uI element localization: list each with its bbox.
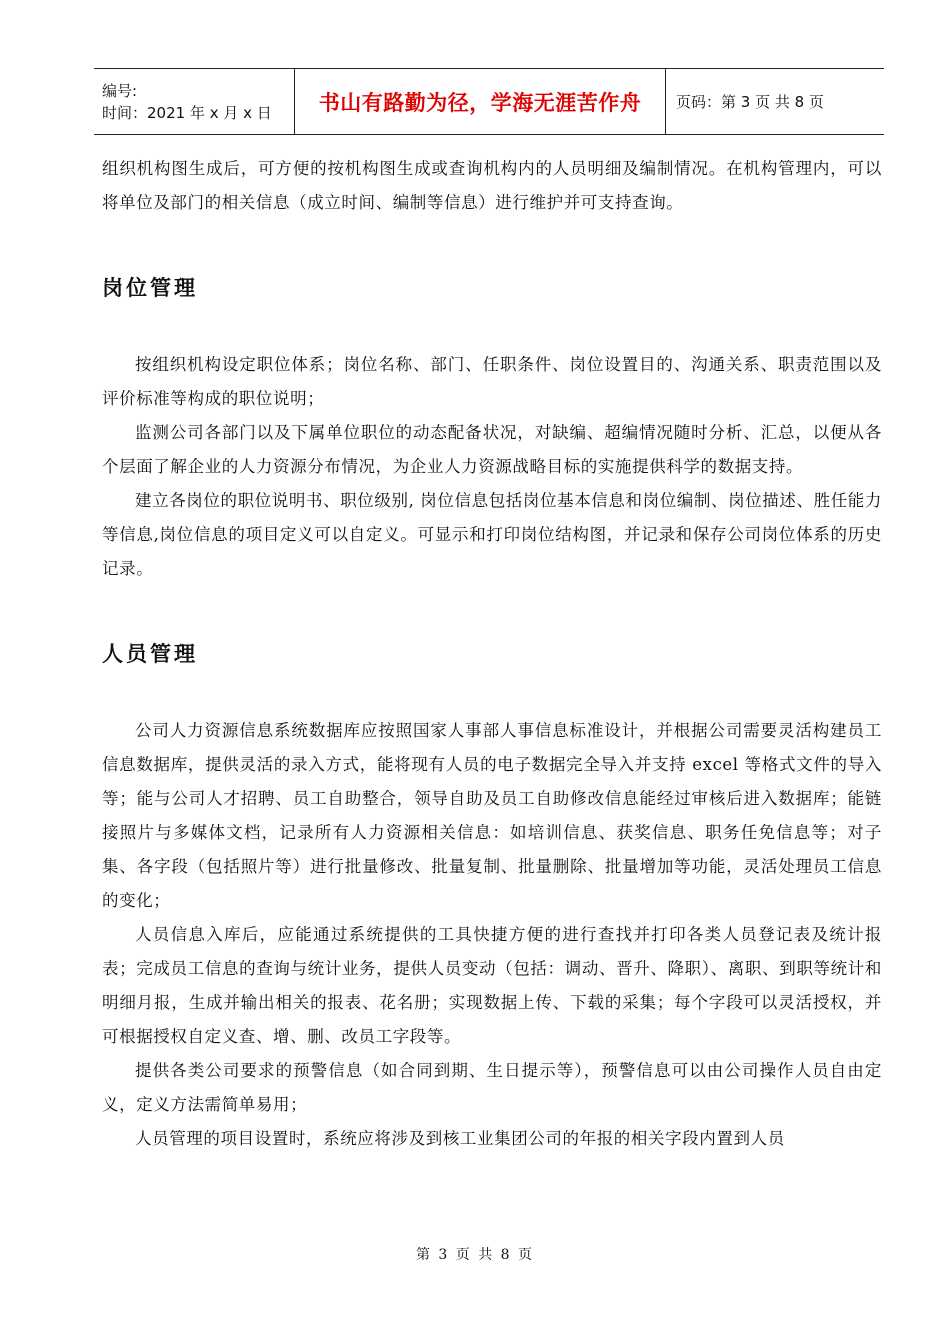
intro-paragraph: 组织机构图生成后，可方便的按机构图生成或查询机构内的人员明细及编制情况。在机构管理内，可以将单位及部门的相关信息（成立时间、编制等信息）进行维护并可支持查询。 [102,159,882,212]
personnel-paragraph-3: 提供各类公司要求的预警信息（如合同到期、生日提示等），预警信息可以由公司操作人员自由定义，定义方法需简单易用； [102,1061,882,1114]
personnel-paragraph-2: 人员信息入库后，应能通过系统提供的工具快捷方便的进行查找并打印各类人员登记表及统计报表；完成员工信息的查询与统计业务，提供人员变动（包括：调动、晋升、降职）、离职、到职等统计和明细月报，生成并输出相关的报表、花名册；实现数据上传、下载的采集；每个字段可以灵活授权，并可根据授权自定义查、增、删、改员工字段等。 [102,925,882,1046]
header-motto: 书山有路勤为径，学海无涯苦作舟 [318,90,642,115]
serial-label: 编号: [102,81,138,100]
personnel-paragraph-4: 人员管理的项目设置时，系统应将涉及到核工业集团公司的年报的相关字段内置到人员 [135,1129,785,1148]
post-paragraph-3: 建立各岗位的职位说明书、职位级别, 岗位信息包括岗位基本信息和岗位编制、岗位描述、胜任能力等信息,岗位信息的项目定义可以自定义。可显示和打印岗位结构图，并记录和保存公司岗位体系的历史记录。 [102,491,882,578]
section-heading-post-management: 岗位管理 [102,276,198,300]
document-body [102,152,882,1156]
page-footer: 第 3 页 共 8 页 [415,1247,535,1263]
page-header [94,68,884,135]
post-paragraph-1: 按组织机构设定职位体系；岗位名称、部门、任职条件、岗位设置目的、沟通关系、职责范围以及评价标准等构成的职位说明； [102,355,882,408]
section-heading-personnel-management: 人员管理 [102,642,198,666]
date-text: 时间：2021 年 x 月 x 日 [102,103,272,122]
personnel-paragraph-1: 公司人力资源信息系统数据库应按照国家人事部人事信息标准设计，并根据公司需要灵活构建员工信息数据库，提供灵活的录入方式，能将现有人员的电子数据完全导入并支持 excel 等格式文件的导入等；能与公司人才招聘、员工自助整合，领导自助及员工自助修改信息能经过审核后进入数据库；能链接照片与多媒体文档，记录所有人力资源相关信息：如培训信息、获奖信息、职务任免信息等；对子集、各字段（包括照片等）进行批量修改、批量复制、批量删除、批量增加等功能，灵活处理员工信息的变化； [102,721,882,910]
header-right-cell [666,69,884,134]
header-left-cell [94,69,295,134]
post-paragraph-2: 监测公司各部门以及下属单位职位的动态配备状况，对缺编、超编情况随时分析、汇总，以便从各个层面了解企业的人力资源分布情况，为企业人力资源战略目标的实施提供科学的数据支持。 [102,423,882,476]
page-code: 页码：第 3 页 共 8 页 [676,93,824,111]
header-middle-cell [295,69,666,134]
